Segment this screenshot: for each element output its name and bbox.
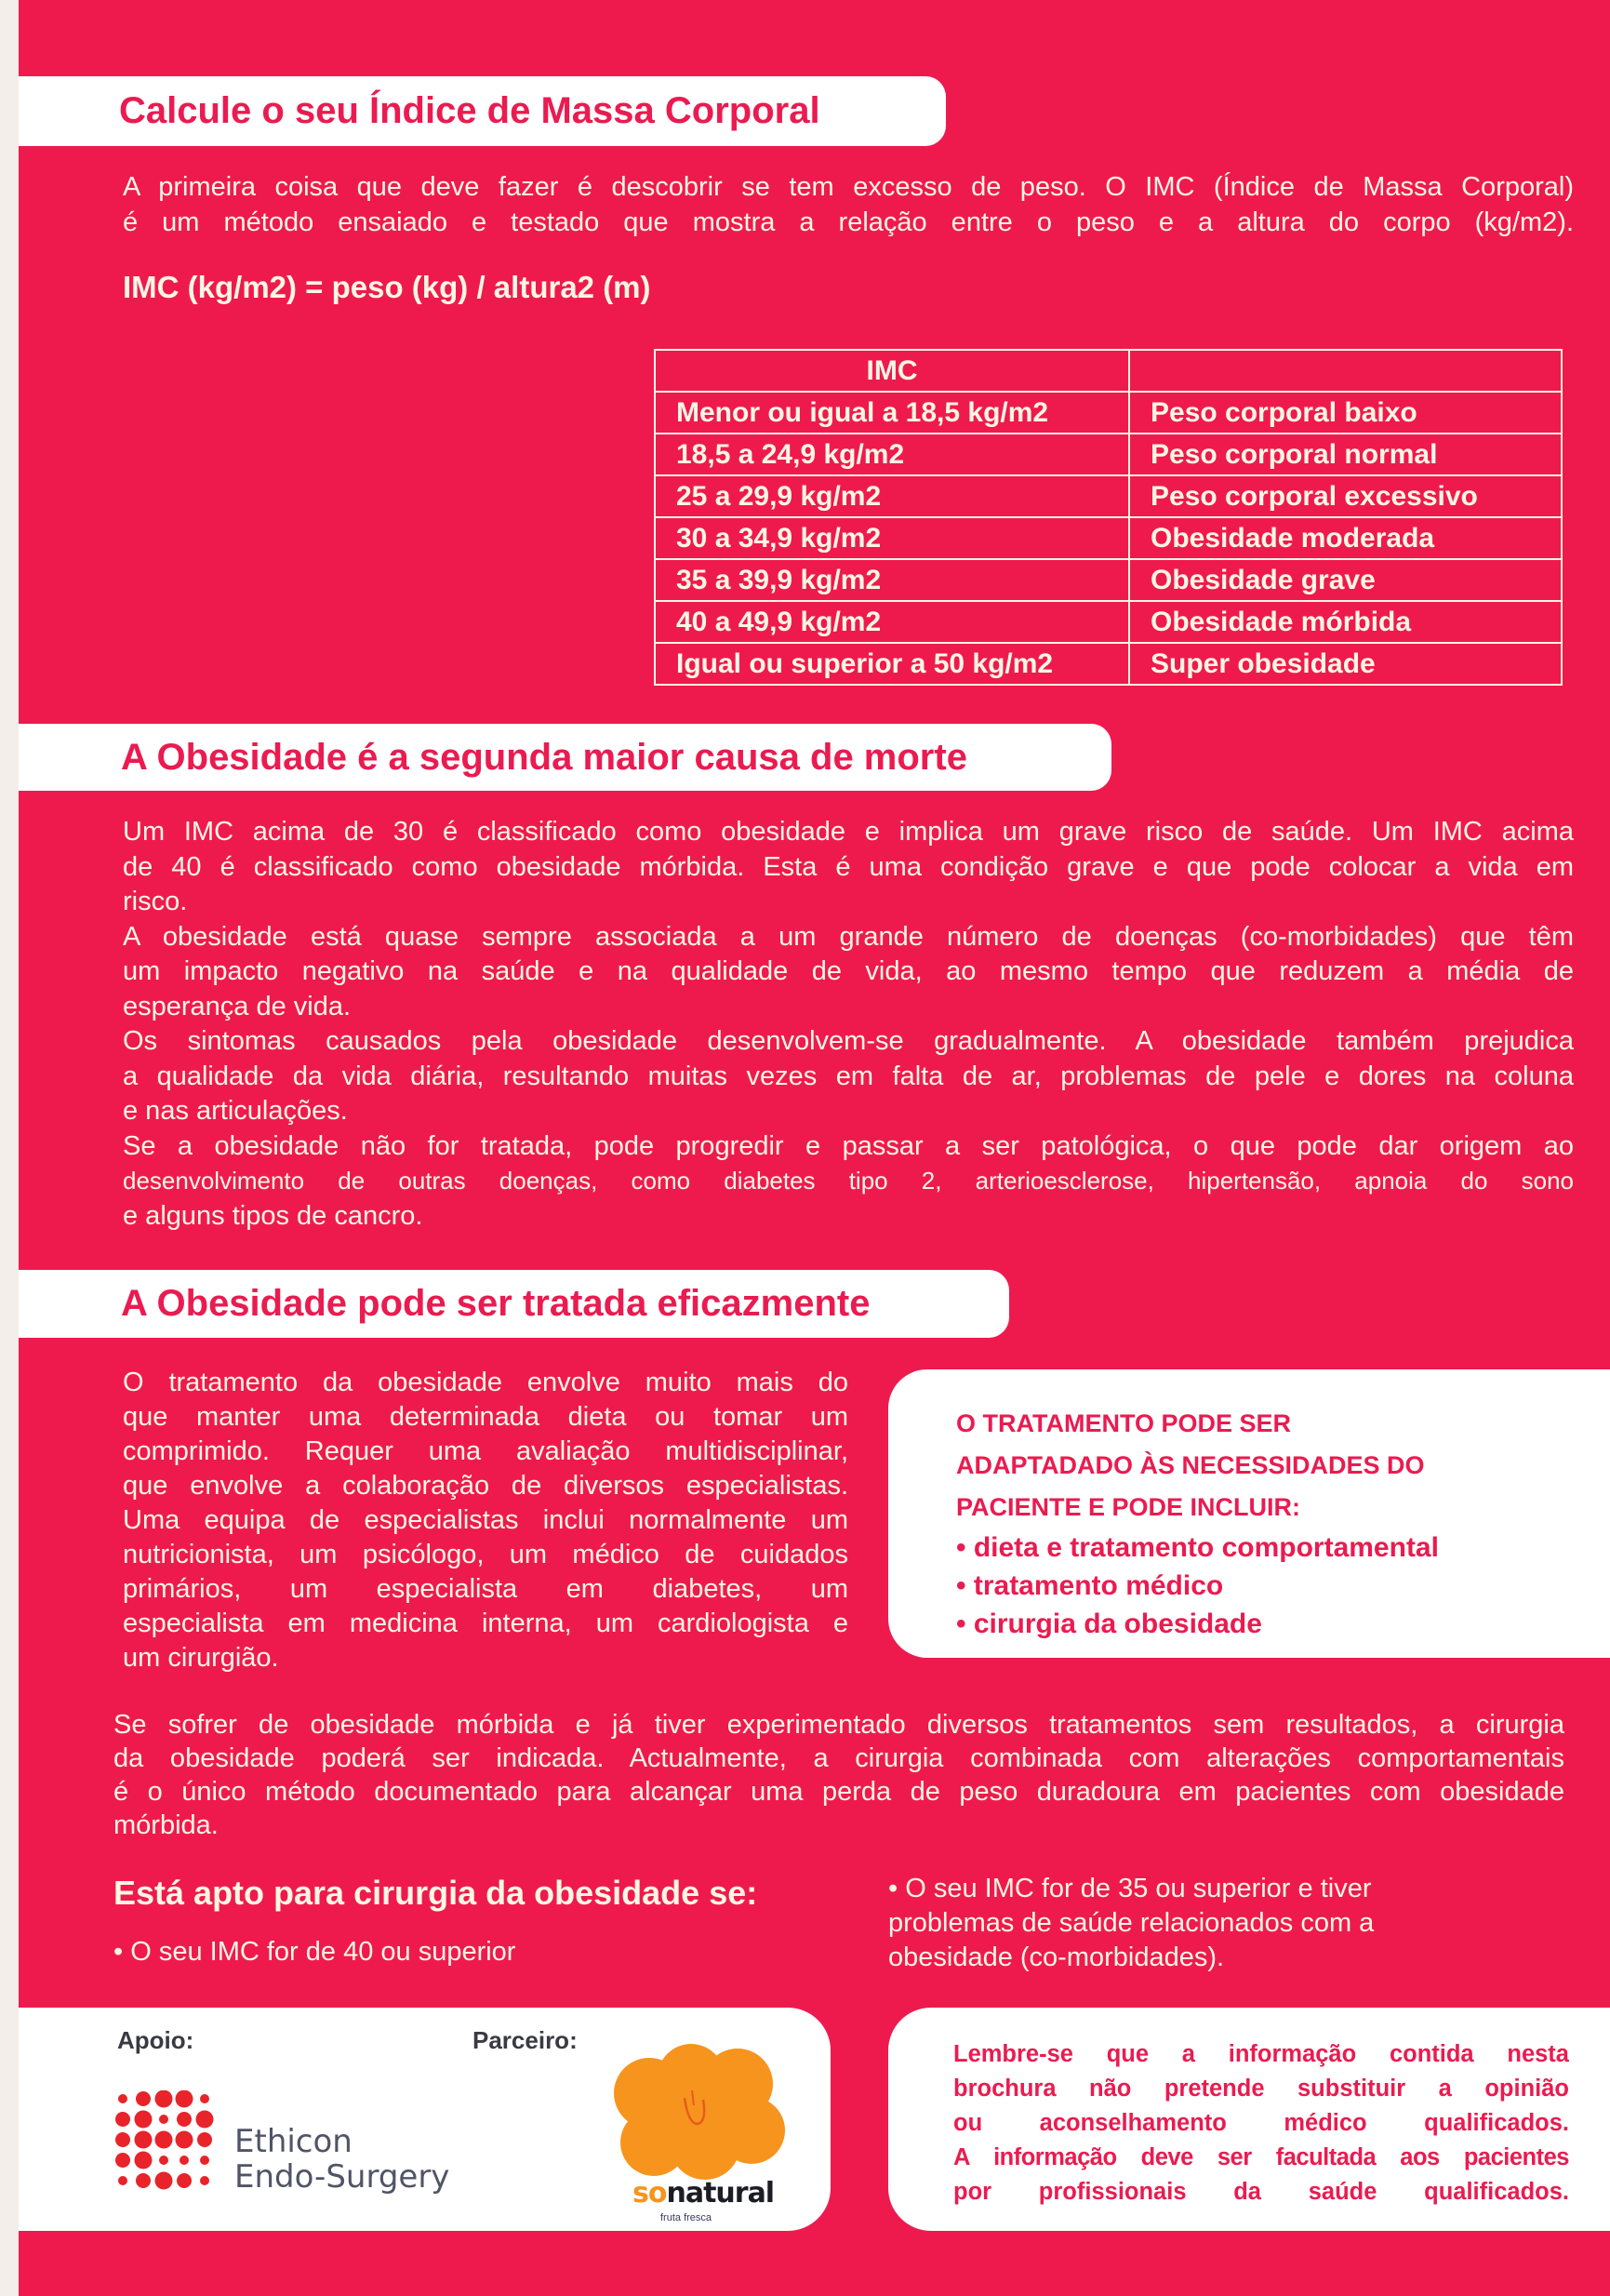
table-cell-classification: Obesidade grave bbox=[1129, 559, 1562, 601]
paragraph-line: um impacto negativo na saúde e na qualidade de vida, ao mesmo tempo que reduzem a média de bbox=[123, 956, 1574, 986]
disclaimer-line: ou aconselhamento médico qualificados. bbox=[953, 2110, 1569, 2136]
disclaimer-line: Lembre-se que a informação contida nesta bbox=[953, 2041, 1569, 2067]
paragraph-line: que manter uma determinada dieta ou tomar um bbox=[123, 1402, 848, 1432]
sonatural-logo-part1: so bbox=[632, 2177, 667, 2209]
paragraph-line: O tratamento da obesidade envolve muito mais do bbox=[123, 1368, 848, 1397]
treatment-options-list bbox=[956, 1528, 1610, 1643]
paragraph-line: de 40 é classificado como obesidade mórbida. Esta é uma condição grave e que pode colocar a vida em bbox=[123, 851, 1574, 882]
eligibility-item-1: • O seu IMC for de 40 ou superior bbox=[113, 1937, 516, 1967]
paragraph-line: a qualidade da vida diária, resultando muitas vezes em falta de ar, problemas de pele e dores na coluna bbox=[123, 1061, 1574, 1091]
treatment-paragraph bbox=[123, 1366, 848, 1675]
disclaimer-line: por profissionais da saúde qualificados. bbox=[953, 2179, 1569, 2205]
treatment-box-title bbox=[956, 1403, 1610, 1528]
eligibility-title: Está apto para cirurgia da obesidade se: bbox=[113, 1874, 758, 1912]
paragraph-line: esperança de vida. bbox=[123, 991, 352, 1021]
table-cell-range: 40 a 49,9 kg/m2 bbox=[655, 601, 1129, 643]
list-item: • dieta e tratamento comportamental bbox=[956, 1532, 1439, 1563]
section-title-mortality: A Obesidade é a segunda maior causa de morte bbox=[121, 736, 967, 778]
table-header-row bbox=[655, 350, 1562, 392]
paragraph-line: Os sintomas causados pela obesidade desenvolvem-se gradualmente. A obesidade também prejudica bbox=[123, 1026, 1574, 1056]
ethicon-logo-line: Ethicon bbox=[234, 2123, 353, 2160]
disclaimer-line: A informação deve ser facultada aos pacientes bbox=[953, 2144, 1569, 2170]
dot-grid-logo-icon bbox=[114, 2090, 217, 2193]
table-row bbox=[655, 559, 1562, 601]
table-cell-range: Menor ou igual a 18,5 kg/m2 bbox=[655, 392, 1129, 434]
section-header-treatment bbox=[19, 1270, 1009, 1338]
paragraph-line: é um método ensaiado e testado que mostra a relação entre o peso e a altura do corpo (kg/m2). bbox=[123, 207, 1574, 237]
paragraph-line: nutricionista, um psicólogo, um médico de cuidados bbox=[123, 1540, 848, 1569]
table-cell-classification: Obesidade moderada bbox=[1129, 517, 1562, 559]
bmi-intro-paragraph bbox=[123, 169, 1574, 240]
paragraph-line: Uma equipa de especialistas inclui normalmente um bbox=[123, 1505, 848, 1535]
paragraph-line: da obesidade poderá ser indicada. Actualmente, a cirurgia combinada com alterações comportamentais bbox=[113, 1743, 1564, 1773]
support-label: Apoio: bbox=[117, 2026, 194, 2054]
paragraph-line: é o único método documentado para alcançar uma perda de peso duradoura em pacientes com obesidade bbox=[113, 1777, 1564, 1807]
table-cell-classification: Peso corporal baixo bbox=[1129, 392, 1562, 434]
ethicon-logo-text bbox=[234, 2124, 449, 2195]
paragraph-line: desenvolvimento de outras doenças, como diabetes tipo 2, arterioesclerose, hipertensão, apnoia do sono bbox=[123, 1167, 1574, 1195]
section-title-treatment: A Obesidade pode ser tratada eficazmente bbox=[121, 1283, 871, 1324]
paragraph-line: • O seu IMC for de 35 ou superior e tiver bbox=[888, 1874, 1372, 1903]
paragraph-line: um cirurgião. bbox=[123, 1643, 279, 1673]
table-row bbox=[655, 475, 1562, 517]
paragraph-line: Se a obesidade não for tratada, pode progredir e passar a ser patológica, o que pode dar origem ao bbox=[123, 1130, 1574, 1161]
paragraph-line: Se sofrer de obesidade mórbida e já tiver experimentado diversos tratamentos sem resultados, a cirurgia bbox=[113, 1710, 1564, 1740]
table-cell-range: 30 a 34,9 kg/m2 bbox=[655, 517, 1129, 559]
table-cell-range: Igual ou superior a 50 kg/m2 bbox=[655, 643, 1129, 685]
section-header-bmi bbox=[19, 76, 946, 146]
eligibility-item-2 bbox=[888, 1872, 1374, 1975]
sonatural-logo-part2: natural bbox=[666, 2177, 775, 2209]
paragraph-line: especialista em medicina interna, um cardiologista e bbox=[123, 1609, 848, 1638]
paragraph-line: A obesidade está quase sempre associada a um grande número de doenças (co-morbidades) que têm bbox=[123, 921, 1574, 952]
ethicon-logo-line: Endo-Surgery bbox=[234, 2158, 450, 2196]
paragraph-line: comprimido. Requer uma avaliação multidisciplinar, bbox=[123, 1436, 848, 1466]
paragraph-line: que envolve a colaboração de diversos especialistas. bbox=[123, 1471, 848, 1501]
table-row bbox=[655, 517, 1562, 559]
paragraph-line: risco. bbox=[123, 887, 188, 916]
treatment-box-title-line: O TRATAMENTO PODE SER bbox=[956, 1409, 1292, 1437]
table-cell-range: 35 a 39,9 kg/m2 bbox=[655, 559, 1129, 601]
table-header-imc: IMC bbox=[655, 350, 1129, 392]
table-cell-classification: Peso corporal normal bbox=[1129, 434, 1562, 475]
bmi-formula: IMC (kg/m2) = peso (kg) / altura2 (m) bbox=[123, 270, 651, 304]
disclaimer-line: brochura não pretende substituir a opinião bbox=[953, 2076, 1569, 2102]
paragraph-line: primários, um especialista em diabetes, um bbox=[123, 1574, 848, 1604]
section-title-bmi: Calcule o seu Índice de Massa Corporal bbox=[119, 90, 820, 131]
section-header-mortality bbox=[19, 724, 1111, 791]
sonatural-logo-text bbox=[632, 2177, 774, 2209]
table-cell-classification: Super obesidade bbox=[1129, 643, 1562, 685]
paragraph-line: e alguns tipos de cancro. bbox=[123, 1200, 423, 1231]
treatment-box-title-line: ADAPTADADO ÀS NECESSIDADES DO bbox=[956, 1451, 1425, 1479]
table-row bbox=[655, 643, 1562, 685]
partner-label: Parceiro: bbox=[472, 2026, 578, 2054]
paragraph-line: Um IMC acima de 30 é classificado como obesidade e implica um grave risco de saúde. Um IMC acima bbox=[123, 817, 1574, 847]
paragraph-line: problemas de saúde relacionados com a bbox=[888, 1908, 1375, 1938]
sonatural-tagline: fruta fresca bbox=[660, 2212, 712, 2223]
list-item: • cirurgia da obesidade bbox=[956, 1609, 1262, 1639]
table-row bbox=[655, 434, 1562, 475]
mortality-paragraph bbox=[123, 815, 1574, 1234]
table-cell-classification: Obesidade mórbida bbox=[1129, 601, 1562, 643]
surgery-paragraph bbox=[113, 1708, 1564, 1842]
paragraph-line: obesidade (co-morbidades). bbox=[888, 1942, 1225, 1972]
treatment-box-title-line: PACIENTE E PODE INCLUIR: bbox=[956, 1493, 1301, 1521]
orange-cloud-logo-icon bbox=[603, 2042, 789, 2182]
list-item: • tratamento médico bbox=[956, 1570, 1224, 1601]
table-row bbox=[655, 601, 1562, 643]
table-row bbox=[655, 392, 1562, 434]
disclaimer-text bbox=[953, 2037, 1569, 2209]
bmi-table bbox=[654, 349, 1563, 686]
paragraph-line: e nas articulações. bbox=[123, 1096, 348, 1126]
table-cell-range: 18,5 a 24,9 kg/m2 bbox=[655, 434, 1129, 475]
paragraph-line: mórbida. bbox=[113, 1810, 219, 1840]
brochure-page bbox=[19, 0, 1610, 2296]
table-header-classification bbox=[1129, 350, 1562, 392]
treatment-options-box bbox=[888, 1369, 1610, 1658]
table-cell-classification: Peso corporal excessivo bbox=[1129, 475, 1562, 517]
paragraph-line: A primeira coisa que deve fazer é descobrir se tem excesso de peso. O IMC (Índice de Massa Corporal) bbox=[123, 172, 1574, 202]
table-cell-range: 25 a 29,9 kg/m2 bbox=[655, 475, 1129, 517]
